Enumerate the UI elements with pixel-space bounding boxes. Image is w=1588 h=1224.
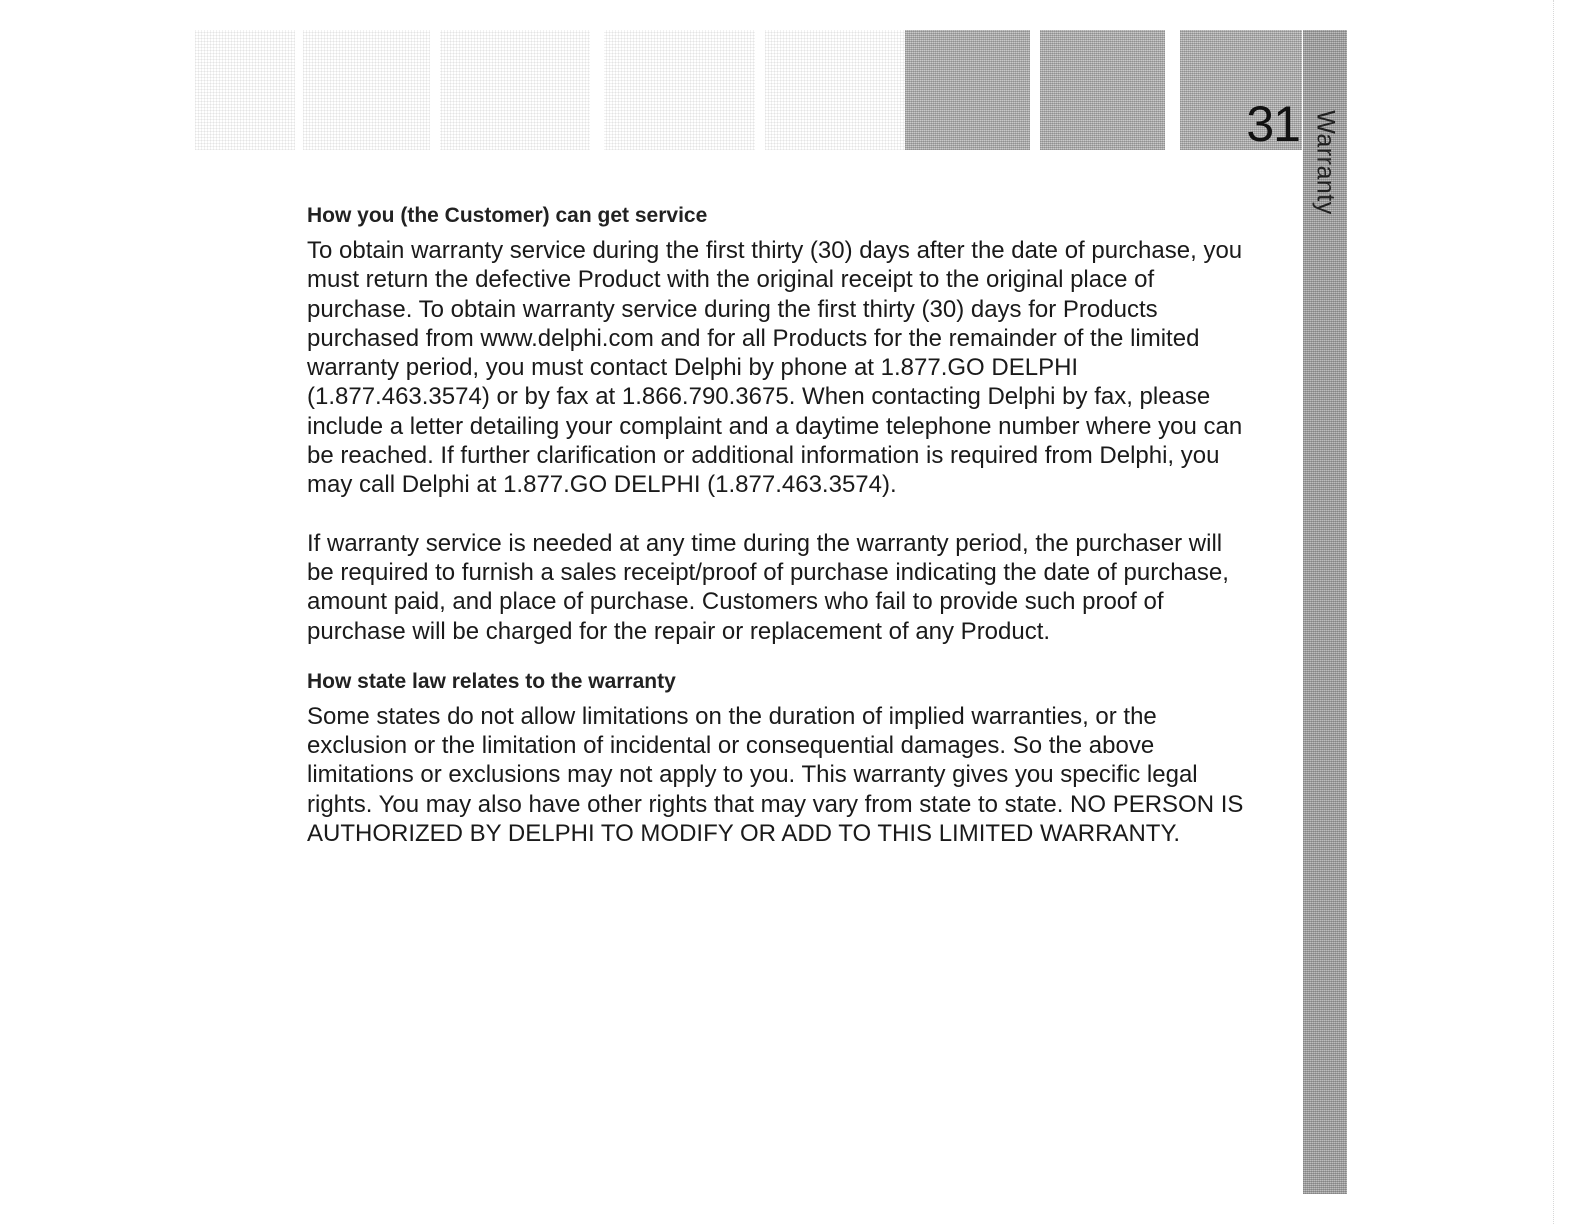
side-tab-warranty	[1303, 100, 1347, 224]
paragraph-obtain-service: To obtain warranty service during the first thirty (30) days after the date of purchase, you must return the defective Product with the original receipt to the original place of purchase. To obtain warranty service during the first thirty (30) days for Products purchased from www.delphi.com and for all Products for the remainder of the limited warranty period, you must contact Delphi by phone at 1.877.GO DELPHI (1.877.463.3574) or by fax at 1.866.790.3675. When contacting Delphi by fax, please include a letter detailing your complaint and a daytime telephone number where you can be reached. If further clarification or additional information is required from Delphi, you may call Delphi at 1.877.GO DELPHI (1.877.463.3574).	[307, 237, 1243, 499]
section-heading-state-law: How state law relates to the warranty	[307, 669, 676, 693]
paragraph-state-law: Some states do not allow limitations on the duration of implied warranties, or the exclusion or the limitation of incidental or consequential damages. So the above limitations or exclusions may not apply to you. This warranty gives you specific legal rights. You may also have other rights that may vary from state to state. NO PERSON IS AUTHORIZED BY DELPHI TO MODIFY OR ADD TO THIS LIMITED WARRANTY.	[307, 702, 1244, 848]
page-number: 31	[1246, 96, 1300, 152]
paragraph-proof-of-purchase: If warranty service is needed at any time during the warranty period, the purchaser will be required to furnish a sales receipt/proof of purchase indicating the date of purchase, amount paid, and place of purchase. Customers who fail to provide such proof of purchase will be charged for the repair or replacement of any Product.	[307, 529, 1229, 645]
section-heading-customer-service: How you (the Customer) can get service	[307, 204, 708, 227]
header-gray-block	[1040, 30, 1165, 150]
side-tab-label: Warranty	[1311, 109, 1340, 215]
header-gray-block	[905, 30, 1030, 150]
main-content	[307, 202, 1247, 848]
header-decoration	[195, 30, 905, 150]
page-edge	[1553, 0, 1555, 1224]
